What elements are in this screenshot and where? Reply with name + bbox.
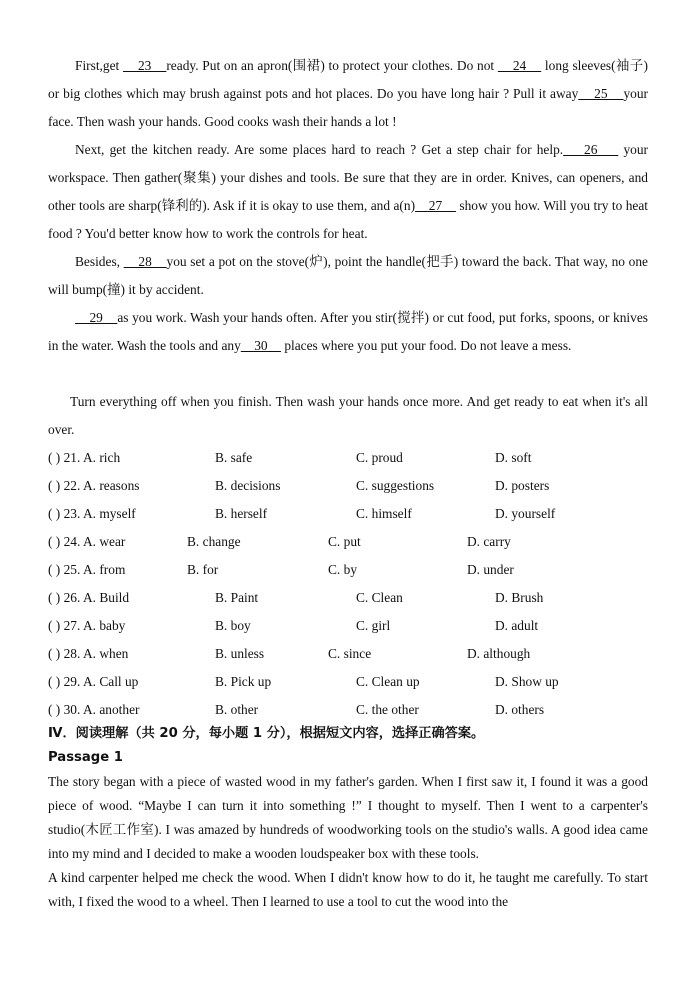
text: ready. Put on an apron(围裙) to protect your clothes. Do not (166, 58, 498, 73)
option-d: D. although (467, 646, 531, 661)
option-d: D. under (467, 562, 514, 577)
option-b: B. Pick up (215, 674, 272, 689)
option-c: C. since (328, 646, 372, 661)
option-c: C. put (328, 534, 361, 549)
option-d: D. soft (495, 450, 532, 465)
question-stem: ( ) 24. A. wear (48, 534, 126, 549)
text: as you work. Wash your hands often. After you stir(搅拌) or cut food, put forks, spoons, or knives in the water. Wash the tools and any (48, 310, 648, 353)
text: you set a pot on the stove(炉), point the handle(把手) toward the back. That way, no one will bump(撞) it by accident. (48, 254, 648, 297)
option-d: D. Brush (495, 590, 544, 605)
text: Besides, (75, 254, 124, 269)
option-b: B. unless (215, 646, 265, 661)
option-c: C. Clean (356, 590, 403, 605)
text: long sleeves(袖子) or big clothes which may brush against pots and hot places. Do you have long hair ? Pull it away (48, 58, 649, 101)
question-23 (48, 500, 658, 528)
passage-label: Passage 1 (48, 750, 123, 765)
option-c: C. proud (356, 450, 403, 465)
text: your face. Then wash your hands. Good cooks wash their hands a lot ! (48, 86, 648, 129)
blank-25: 25 (578, 86, 624, 101)
question-stem: ( ) 26. A. Build (48, 590, 130, 605)
option-d: D. yourself (495, 506, 556, 521)
blank-29: 29 (75, 310, 118, 325)
option-c: C. himself (356, 506, 412, 521)
question-24 (48, 528, 658, 556)
option-b: B. herself (215, 506, 268, 521)
text: First,get (75, 58, 124, 73)
question-stem: ( ) 22. A. reasons (48, 478, 140, 493)
option-b: B. boy (215, 618, 251, 633)
blank-27: 27 (415, 198, 456, 213)
question-stem: ( ) 23. A. myself (48, 506, 136, 521)
passage-paragraph-1: The story began with a piece of wasted wood in my father's garden. When I first saw it, I found it was a good piece of wood. “Maybe I can turn it into something !” I thought to myself. Then I went to a carpenter's studio(木匠工作室). I was amazed by hundreds of woodworking tools on the studio's walls. A good idea came into my mind and I decided to make a wooden loudspeaker box with these tools. (48, 774, 648, 861)
option-c: C. suggestions (356, 478, 435, 493)
option-d: D. Show up (495, 674, 559, 689)
cloze-paragraph-2 (48, 136, 648, 248)
question-25 (48, 556, 658, 584)
passage-paragraph-2: A kind carpenter helped me check the wood. When I didn't know how to do it, he taught me carefully. To start with, I fixed the wood to a wheel. Then I learned to use a tool to cut the wood into the (48, 870, 648, 909)
question-28 (48, 640, 658, 668)
text: Next, get the kitchen ready. Are some places hard to reach ? Get a step chair for help. (75, 142, 564, 157)
cloze-paragraph-3 (48, 248, 648, 304)
text: your workspace. Then gather(聚集) your dishes and tools. Be sure that they are in order. Knives, can openers, and other tools are sharp(锋利的). Ask if it is okay to use them, and a(n) (48, 142, 649, 213)
option-c: C. by (328, 562, 358, 577)
option-b: B. Paint (215, 590, 259, 605)
question-stem: ( ) 29. A. Call up (48, 674, 139, 689)
question-29 (48, 668, 658, 696)
option-d: D. adult (495, 618, 539, 633)
option-b: B. safe (215, 450, 253, 465)
blank-30: 30 (240, 338, 281, 353)
question-21 (48, 444, 658, 472)
blank-28: 28 (123, 254, 167, 269)
option-b: B. for (187, 562, 219, 577)
blank-23: 23 (123, 58, 167, 73)
text: show you how. Will you try to heat food ? You'd better know how to work the controls for heat. (48, 198, 648, 241)
option-d: D. others (495, 702, 545, 717)
cloze-paragraph-5: Turn everything off when you finish. Then wash your hands once more. And get ready to eat when it's all over. (48, 394, 648, 437)
option-d: D. carry (467, 534, 511, 549)
option-c: C. the other (356, 702, 419, 717)
question-stem: ( ) 21. A. rich (48, 450, 121, 465)
question-22 (48, 472, 658, 500)
option-c: C. girl (356, 618, 391, 633)
text: places where you put your food. Do not leave a mess. (280, 338, 572, 353)
option-c: C. Clean up (356, 674, 420, 689)
question-stem: ( ) 25. A. from (48, 562, 126, 577)
option-d: D. posters (495, 478, 550, 493)
question-stem: ( ) 27. A. baby (48, 618, 126, 633)
question-stem: ( ) 30. A. another (48, 702, 140, 717)
option-b: B. other (215, 702, 259, 717)
cloze-paragraph-4 (48, 304, 648, 360)
option-b: B. decisions (215, 478, 281, 493)
blank-26: 26 (563, 142, 619, 157)
question-26 (48, 584, 658, 612)
question-stem: ( ) 28. A. when (48, 646, 129, 661)
section-heading: Ⅳ．阅读理解（共 20 分，每小题 1 分），根据短文内容，选择正确答案。 (48, 726, 485, 741)
question-30 (48, 696, 658, 724)
option-b: B. change (187, 534, 241, 549)
cloze-paragraph-1 (48, 52, 648, 136)
blank-24: 24 (497, 58, 542, 73)
question-27 (48, 612, 658, 640)
